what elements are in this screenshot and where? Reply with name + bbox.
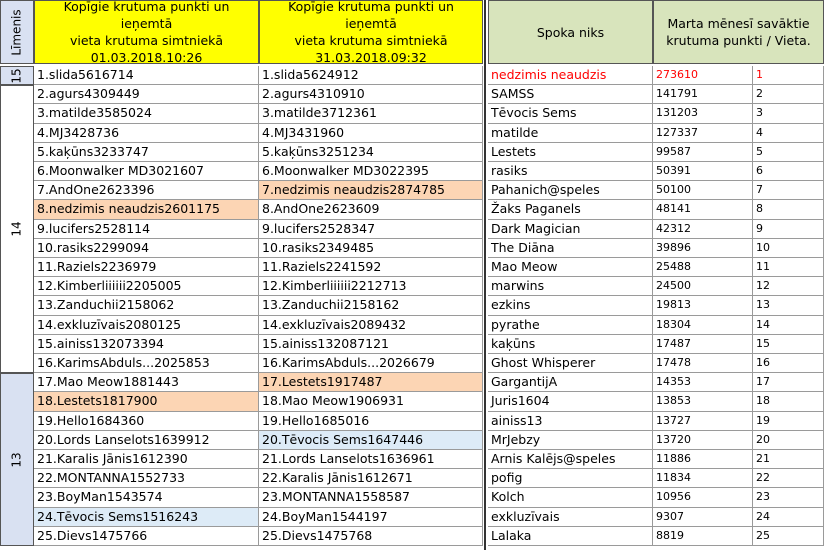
header-col1-date: 01.03.2018.10:26: [90, 50, 203, 65]
cell-nick: ezkins: [488, 296, 653, 315]
cell-nick: ainiss13: [488, 412, 653, 431]
cell-place: 8: [753, 200, 824, 219]
cell-pts: 19813: [653, 296, 753, 315]
cell-c1: 21.Karalis Jānis1612390: [34, 450, 259, 469]
cell-place: 25: [753, 527, 824, 546]
cell-c2: 6.Moonwalker MD3022395: [259, 162, 483, 181]
header-col1-line1: Kopīgie krutuma punkti un ieņemtā: [63, 0, 230, 31]
cell-nick: rasiks: [488, 162, 653, 181]
header-spoka-niks: Spoka niks: [488, 0, 653, 64]
cell-c1: 5.kaķūns3233747: [34, 143, 259, 162]
cell-pts: 13720: [653, 431, 753, 450]
cell-place: 24: [753, 508, 824, 527]
cell-c1: 4.MJ3428736: [34, 124, 259, 143]
cell-c2: 20.Tēvocis Sems1647446: [259, 431, 483, 450]
header-col2-line2: vieta krutuma simtniekā: [294, 33, 448, 48]
cell-c2: 10.rasiks2349485: [259, 239, 483, 258]
cell-c1: 13.Zanduchii2158062: [34, 296, 259, 315]
cell-place: 20: [753, 431, 824, 450]
cell-c2: 16.KarimsAbduls...2026679: [259, 354, 483, 373]
cell-c2: 1.slida5624912: [259, 66, 483, 85]
cell-place: 4: [753, 124, 824, 143]
cell-nick: pyrathe: [488, 316, 653, 335]
cell-nick: The Diāna: [488, 239, 653, 258]
cell-pts: 17478: [653, 354, 753, 373]
section-divider: [484, 0, 486, 550]
cell-c1: 1.slida5616714: [34, 66, 259, 85]
cell-place: 21: [753, 450, 824, 469]
cell-c2: 25.Dievs1475768: [259, 527, 483, 546]
cell-c1: 7.AndOne2623396: [34, 181, 259, 200]
cell-c1: 19.Hello1684360: [34, 412, 259, 431]
cell-c1: 9.lucifers2528114: [34, 220, 259, 239]
cell-place: 9: [753, 220, 824, 239]
header-col4-line1: Marta mēnesī savāktie: [667, 16, 810, 31]
cell-c2: 17.Lestets1917487: [259, 373, 483, 392]
cell-pts: 131203: [653, 104, 753, 123]
cell-nick: GargantijA: [488, 373, 653, 392]
cell-c2: 11.Raziels2241592: [259, 258, 483, 277]
cell-place: 6: [753, 162, 824, 181]
cell-place: 5: [753, 143, 824, 162]
cell-pts: 14353: [653, 373, 753, 392]
cell-nick: kaķūns: [488, 335, 653, 354]
cell-c2: 2.agurs4310910: [259, 85, 483, 104]
cell-nick: Mao Meow: [488, 258, 653, 277]
cell-pts: 99587: [653, 143, 753, 162]
cell-place: 7: [753, 181, 824, 200]
cell-c1: 10.rasiks2299094: [34, 239, 259, 258]
cell-pts: 48141: [653, 200, 753, 219]
cell-c1: 8.nedzimis neaudzis2601175: [34, 200, 259, 219]
cell-pts: 18304: [653, 316, 753, 335]
header-marta: [653, 0, 824, 64]
cell-nick: Arnis Kalējs@speles: [488, 450, 653, 469]
level-13: [0, 373, 34, 546]
cell-place: 17: [753, 373, 824, 392]
cell-nick: Žaks Paganels: [488, 200, 653, 219]
cell-c1: 16.KarimsAbduls...2025853: [34, 354, 259, 373]
cell-pts: 25488: [653, 258, 753, 277]
cell-place: 18: [753, 392, 824, 411]
level-14: [0, 85, 34, 373]
cell-pts: 17487: [653, 335, 753, 354]
cell-nick: Dark Magician: [488, 220, 653, 239]
cell-c2: 21.Lords Lanselots1636961: [259, 450, 483, 469]
cell-place: 12: [753, 277, 824, 296]
cell-place: 23: [753, 488, 824, 507]
cell-nick: Lalaka: [488, 527, 653, 546]
cell-place: 13: [753, 296, 824, 315]
cell-c2: 15.ainiss132087121: [259, 335, 483, 354]
cell-place: 3: [753, 104, 824, 123]
cell-place: 19: [753, 412, 824, 431]
cell-nick: Lestets: [488, 143, 653, 162]
cell-pts: 127337: [653, 124, 753, 143]
cell-place: 2: [753, 85, 824, 104]
cell-c2: 13.Zanduchii2158162: [259, 296, 483, 315]
cell-c2: 9.lucifers2528347: [259, 220, 483, 239]
cell-c1: 2.agurs4309449: [34, 85, 259, 104]
header-col2: [259, 0, 483, 64]
cell-c2: 24.BoyMan1544197: [259, 508, 483, 527]
cell-c2: 4.MJ3431960: [259, 124, 483, 143]
cell-place: 15: [753, 335, 824, 354]
cell-pts: 10956: [653, 488, 753, 507]
cell-c1: 23.BoyMan1543574: [34, 488, 259, 507]
cell-c2: 18.Mao Meow1906931: [259, 392, 483, 411]
cell-place: 1: [753, 66, 824, 85]
cell-nick: Ghost Whisperer: [488, 354, 653, 373]
cell-nick: pofig: [488, 469, 653, 488]
cell-c1: 18.Lestets1817900: [34, 392, 259, 411]
cell-c1: 11.Raziels2236979: [34, 258, 259, 277]
header-limenis: Līmenis: [0, 0, 34, 64]
cell-pts: 42312: [653, 220, 753, 239]
cell-nick: Kolch: [488, 488, 653, 507]
cell-place: 22: [753, 469, 824, 488]
cell-c1: 15.ainiss132073394: [34, 335, 259, 354]
cell-c1: 20.Lords Lanselots1639912: [34, 431, 259, 450]
cell-c1: 17.Mao Meow1881443: [34, 373, 259, 392]
cell-c1: 6.Moonwalker MD3021607: [34, 162, 259, 181]
cell-place: 16: [753, 354, 824, 373]
cell-c2: 7.nedzimis neaudzis2874785: [259, 181, 483, 200]
header-col2-line1: Kopīgie krutuma punkti un ieņemtā: [288, 0, 454, 31]
cell-c2: 23.MONTANNA1558587: [259, 488, 483, 507]
cell-pts: 11834: [653, 469, 753, 488]
cell-c2: 14.exkluzīvais2089432: [259, 316, 483, 335]
cell-pts: 9307: [653, 508, 753, 527]
cell-c2: 22.Karalis Jānis1612671: [259, 469, 483, 488]
cell-pts: 11886: [653, 450, 753, 469]
cell-pts: 13853: [653, 392, 753, 411]
level-label: 14: [10, 221, 24, 237]
header-col2-date: 31.03.2018.09:32: [315, 50, 427, 65]
cell-nick: matilde: [488, 124, 653, 143]
cell-pts: 8819: [653, 527, 753, 546]
cell-pts: 39896: [653, 239, 753, 258]
cell-nick: Juris1604: [488, 392, 653, 411]
cell-pts: 50100: [653, 181, 753, 200]
cell-pts: 24500: [653, 277, 753, 296]
cell-pts: 13727: [653, 412, 753, 431]
cell-c2: 12.Kimberliiiiii2212713: [259, 277, 483, 296]
cell-nick: MrJebzy: [488, 431, 653, 450]
level-label: 13: [10, 451, 24, 468]
header-col1-line2: vieta krutuma simtniekā: [69, 33, 224, 48]
cell-c2: 8.AndOne2623609: [259, 200, 483, 219]
cell-pts: 273610: [653, 66, 753, 85]
header-col4-line2: krutuma punkti / Vieta.: [666, 33, 811, 48]
cell-place: 14: [753, 316, 824, 335]
cell-nick: SAMSS: [488, 85, 653, 104]
level-label: 15: [10, 67, 24, 84]
cell-pts: 50391: [653, 162, 753, 181]
cell-c1: 25.Dievs1475766: [34, 527, 259, 546]
cell-place: 10: [753, 239, 824, 258]
cell-nick: exkluzīvais: [488, 508, 653, 527]
cell-nick: Tēvocis Sems: [488, 104, 653, 123]
cell-nick: marwins: [488, 277, 653, 296]
cell-c1: 24.Tēvocis Sems1516243: [34, 508, 259, 527]
header-col1: [34, 0, 259, 64]
cell-c1: 22.MONTANNA1552733: [34, 469, 259, 488]
cell-nick: nedzimis neaudzis: [488, 66, 653, 85]
cell-c1: 3.matilde3585024: [34, 104, 259, 123]
cell-c2: 19.Hello1685016: [259, 412, 483, 431]
cell-place: 11: [753, 258, 824, 277]
cell-c2: 5.kaķūns3251234: [259, 143, 483, 162]
cell-c1: 14.exkluzīvais2080125: [34, 316, 259, 335]
level-15: [0, 66, 34, 85]
cell-pts: 141791: [653, 85, 753, 104]
cell-c1: 12.Kimberliiiiii2205005: [34, 277, 259, 296]
cell-nick: Pahanich@speles: [488, 181, 653, 200]
cell-c2: 3.matilde3712361: [259, 104, 483, 123]
